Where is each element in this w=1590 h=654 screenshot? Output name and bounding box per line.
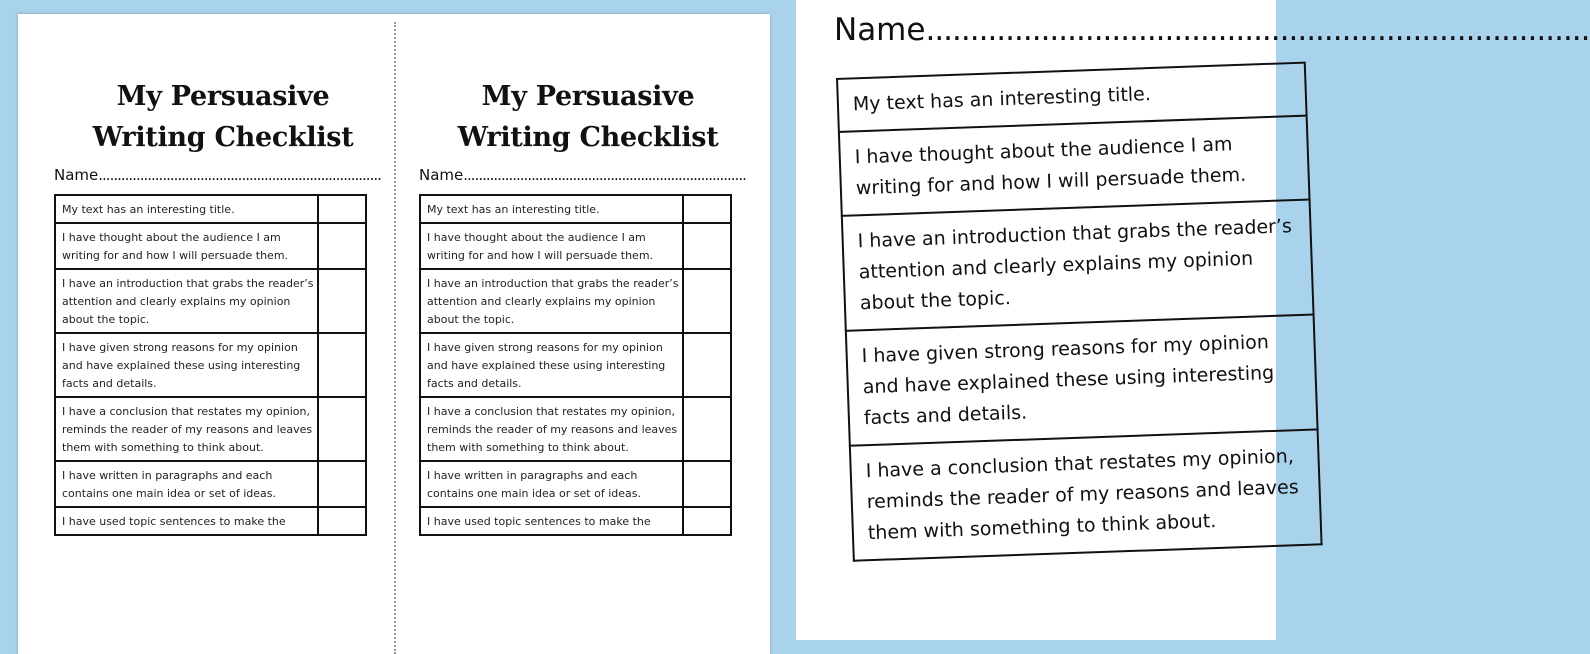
- table-row: [420, 397, 731, 461]
- check-box[interactable]: [683, 507, 731, 535]
- title-line-2: Writing Checklist: [457, 122, 719, 153]
- table-row: [55, 397, 366, 461]
- table-row: [55, 269, 366, 333]
- check-box[interactable]: [683, 397, 731, 461]
- title-line-1: My Persuasive: [116, 81, 330, 112]
- check-box[interactable]: [683, 333, 731, 397]
- check-box[interactable]: [318, 269, 366, 333]
- title-line-1: My Persuasive: [481, 81, 695, 112]
- table-row: [420, 223, 731, 269]
- table-row: [55, 507, 366, 535]
- checklist-table: [419, 194, 732, 536]
- table-row: [420, 507, 731, 535]
- check-box[interactable]: [318, 397, 366, 461]
- table-row: [55, 223, 366, 269]
- name-label: Name: [419, 166, 464, 184]
- checklist-column-right: [419, 14, 749, 536]
- checklist-column-left: [54, 14, 384, 536]
- check-box[interactable]: [318, 195, 366, 223]
- checklist-item: I have an introduction that grabs the reader’s attention and clearly explains my opinion about the topic.: [55, 269, 318, 333]
- checklist-item: I have used topic sentences to make the: [420, 507, 683, 535]
- checklist-item: I have given strong reasons for my opinion and have explained these using interesting facts and details.: [55, 333, 318, 397]
- zoom-checklist-item: My text has an interesting title.: [836, 62, 1308, 133]
- zoomed-detail: [796, 0, 1590, 640]
- name-dots: ...........................................................................: [463, 166, 746, 184]
- worksheet-page: [18, 14, 770, 654]
- title-line-2: Writing Checklist: [92, 122, 354, 153]
- check-box[interactable]: [683, 269, 731, 333]
- checklist-item: I have an introduction that grabs the reader’s attention and clearly explains my opinion about the topic.: [420, 269, 683, 333]
- name-dots: ...........................................................................: [98, 166, 381, 184]
- zoom-name-dots: ...........................................................................: [925, 12, 1590, 48]
- table-row: [420, 269, 731, 333]
- table-row: [420, 461, 731, 507]
- check-box[interactable]: [318, 507, 366, 535]
- table-row: [55, 461, 366, 507]
- checklist-item: My text has an interesting title.: [55, 195, 318, 223]
- checklist-title: [427, 76, 749, 158]
- name-label: Name: [54, 166, 99, 184]
- name-field: [419, 166, 749, 188]
- checklist-item: I have given strong reasons for my opinion and have explained these using interesting facts and details.: [420, 333, 683, 397]
- checklist-item: I have written in paragraphs and each contains one main idea or set of ideas.: [55, 461, 318, 507]
- zoom-checklist-item: I have thought about the audience I am writing for and how I will persuade them.: [838, 117, 1311, 217]
- table-row: [420, 195, 731, 223]
- name-field: [54, 166, 384, 188]
- zoom-checklist-item: I have a conclusion that restates my opinion, reminds the reader of my reasons and leaves them with something to think about.: [849, 430, 1323, 561]
- fold-line: [394, 22, 396, 654]
- check-box[interactable]: [318, 461, 366, 507]
- checklist-item: My text has an interesting title.: [420, 195, 683, 223]
- zoom-checklist-item: I have given strong reasons for my opinion and have explained these using interesting facts and details.: [845, 315, 1319, 446]
- checklist-item: I have used topic sentences to make the: [55, 507, 318, 535]
- checklist-item: I have thought about the audience I am writing for and how I will persuade them.: [55, 223, 318, 269]
- check-box[interactable]: [683, 195, 731, 223]
- table-row: [420, 333, 731, 397]
- zoom-checklist-table: [836, 62, 1323, 562]
- check-box[interactable]: [683, 223, 731, 269]
- zoom-name-label: Name: [834, 12, 926, 48]
- checklist-table: [54, 194, 367, 536]
- zoom-checklist-item: I have an introduction that grabs the reader’s attention and clearly explains my opinion about the topic.: [841, 201, 1315, 332]
- checklist-item: I have thought about the audience I am writing for and how I will persuade them.: [420, 223, 683, 269]
- checklist-item: I have written in paragraphs and each contains one main idea or set of ideas.: [420, 461, 683, 507]
- check-box[interactable]: [318, 223, 366, 269]
- check-box[interactable]: [318, 333, 366, 397]
- table-row: [55, 195, 366, 223]
- checklist-item: I have a conclusion that restates my opinion, reminds the reader of my reasons and leaves them with something to think about.: [420, 397, 683, 461]
- table-row: [55, 333, 366, 397]
- checklist-title: [62, 76, 384, 158]
- checklist-item: I have a conclusion that restates my opinion, reminds the reader of my reasons and leaves them with something to think about.: [55, 397, 318, 461]
- check-box[interactable]: [683, 461, 731, 507]
- zoom-name-field: [834, 12, 1590, 48]
